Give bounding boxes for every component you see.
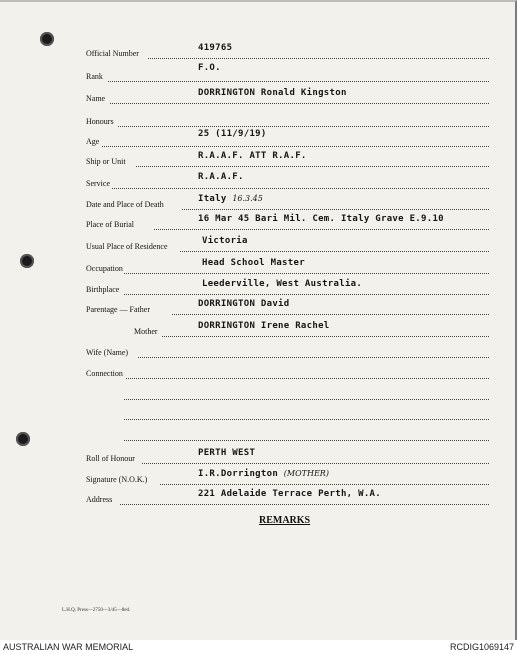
- dotted-line: [124, 273, 489, 274]
- label-mother: Mother: [134, 327, 158, 336]
- dotted-line: [154, 229, 489, 230]
- handwritten-death-date: 16.3.45: [232, 194, 263, 203]
- label-usual-residence: Usual Place of Residence: [86, 242, 168, 251]
- label-parentage-father: Parentage — Father: [86, 305, 150, 314]
- label-connection: Connection: [86, 369, 123, 378]
- dotted-line: [142, 463, 489, 464]
- value-parentage-father: DORRINGTON David: [198, 299, 290, 309]
- dotted-line: [112, 188, 489, 189]
- dotted-line: [172, 314, 489, 315]
- remarks-heading: REMARKS: [259, 515, 311, 526]
- dotted-line: [148, 58, 489, 59]
- value-service: R.A.A.F.: [198, 172, 244, 182]
- punch-hole: [16, 432, 30, 446]
- label-address: Address: [86, 495, 113, 504]
- value-usual-residence: Victoria: [202, 236, 248, 246]
- dotted-line: [136, 166, 489, 167]
- value-signature-nok: [198, 469, 329, 479]
- value-signature-name: I.R.Dorrington: [198, 469, 279, 479]
- archive-footer: [0, 640, 517, 654]
- print-footnote: L.H.Q. Press—2750—3/45—8ed.: [62, 608, 131, 613]
- dotted-line: [108, 81, 489, 82]
- dotted-line: [102, 146, 489, 147]
- value-official-number: 419765: [198, 43, 233, 53]
- dotted-line: [110, 103, 489, 104]
- value-ship-or-unit: R.A.A.F. ATT R.A.F.: [198, 151, 307, 161]
- handwritten-relation: (MOTHER): [283, 469, 329, 478]
- value-date-place-death: [198, 194, 263, 204]
- label-roll-of-honour: Roll of Honour: [86, 454, 135, 463]
- label-signature-nok: Signature (N.O.K.): [86, 475, 148, 484]
- dotted-line: [118, 126, 489, 127]
- dotted-line: [124, 294, 489, 295]
- punch-hole: [20, 254, 34, 268]
- value-mother: DORRINGTON Irene Rachel: [198, 321, 330, 331]
- dotted-line: [162, 336, 489, 337]
- label-wife: Wife (Name): [86, 348, 129, 357]
- label-official-number: Official Number: [86, 49, 139, 58]
- dotted-line: [182, 209, 489, 210]
- label-occupation: Occupation: [86, 264, 123, 273]
- dotted-line: [138, 357, 489, 358]
- dotted-line: [160, 484, 489, 485]
- label-date-place-death: Date and Place of Death: [86, 200, 164, 209]
- value-birthplace: Leederville, West Australia.: [202, 279, 363, 289]
- label-honours: Honours: [86, 117, 114, 126]
- dotted-line: [180, 251, 489, 252]
- label-birthplace: Birthplace: [86, 285, 120, 294]
- value-rank: F.O.: [198, 63, 221, 73]
- value-address: 221 Adelaide Terrace Perth, W.A.: [198, 489, 381, 499]
- label-service: Service: [86, 179, 110, 188]
- value-place-of-burial: 16 Mar 45 Bari Mil. Cem. Italy Grave E.9.10: [198, 214, 444, 224]
- label-ship-or-unit: Ship or Unit: [86, 157, 126, 166]
- punch-hole: [40, 32, 54, 46]
- label-place-of-burial: Place of Burial: [86, 220, 134, 229]
- archive-name: AUSTRALIAN WAR MEMORIAL: [3, 642, 134, 652]
- value-age: 25 (11/9/19): [198, 129, 267, 139]
- value-place-of-death: Italy: [198, 194, 227, 204]
- dotted-line: [126, 378, 489, 379]
- dotted-line: [124, 399, 489, 400]
- dotted-line: [120, 504, 489, 505]
- dotted-line: [124, 440, 489, 441]
- value-name: DORRINGTON Ronald Kingston: [198, 88, 347, 98]
- record-id: RCDIG1069147: [449, 642, 514, 652]
- label-rank: Rank: [86, 72, 103, 81]
- dotted-line: [124, 419, 489, 420]
- label-age: Age: [86, 137, 100, 146]
- value-roll-of-honour: PERTH WEST: [198, 448, 256, 458]
- value-occupation: Head School Master: [202, 258, 305, 268]
- label-name: Name: [86, 94, 106, 103]
